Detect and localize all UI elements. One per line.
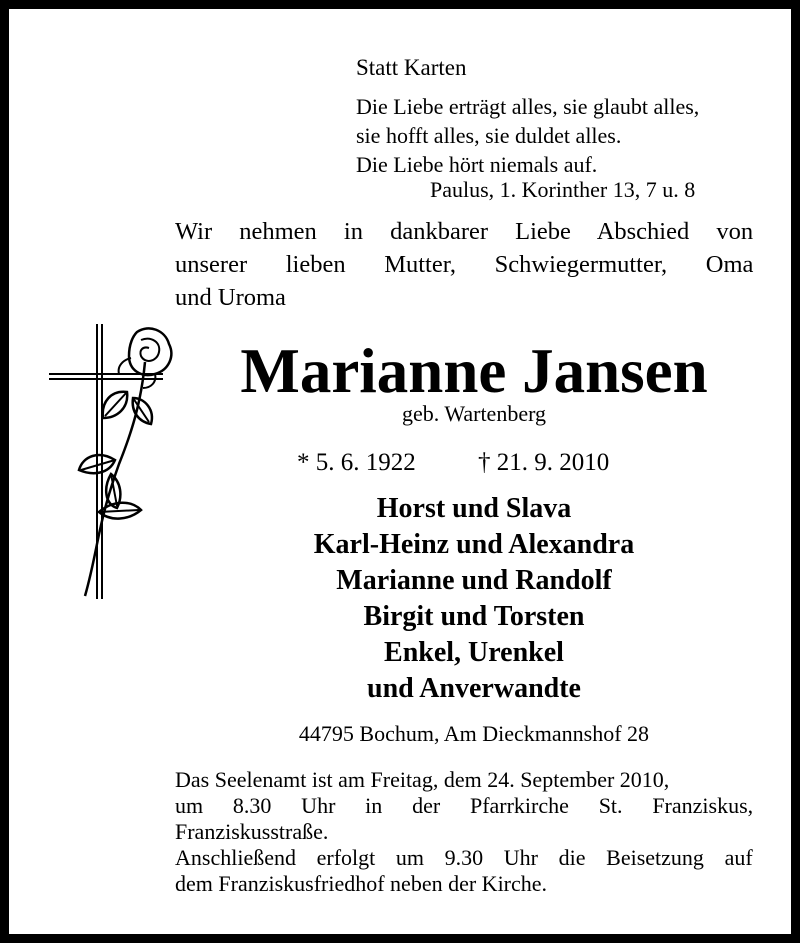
life-dates: [297, 449, 609, 477]
service-line: um 8.30 Uhr in der Pfarrkirche St. Franziskus,: [175, 793, 754, 818]
mourner-line: Marianne und Randolf: [336, 565, 612, 596]
death-date: † 21. 9. 2010: [478, 449, 610, 476]
bible-quote: [356, 92, 699, 179]
mourner-line: Enkel, Urenkel: [384, 637, 564, 668]
intro-line: und Uroma: [175, 284, 286, 311]
mourner-line: Horst und Slava: [376, 493, 572, 524]
birth-date: * 5. 6. 1922: [297, 449, 416, 476]
intro-text: [175, 215, 753, 314]
family-address: 44795 Bochum, Am Dieckmannshof 28: [298, 721, 650, 746]
quote-line: sie hofft alles, sie duldet alles.: [356, 123, 622, 148]
service-line: Das Seelenamt ist am Freitag, dem 24. September 2010,: [175, 767, 670, 792]
mourner-line: Karl-Heinz und Alexandra: [313, 529, 635, 560]
quote-line: Die Liebe hört niemals auf.: [356, 152, 598, 177]
mourner-line: Birgit und Torsten: [363, 601, 585, 632]
intro-line: unserer lieben Mutter, Schwiegermutter, Oma: [175, 251, 754, 278]
service-line: Anschließend erfolgt um 9.30 Uhr die Beisetzung auf: [175, 845, 753, 870]
mourners-list: [177, 491, 771, 707]
statt-karten-label: Statt Karten: [356, 55, 467, 80]
service-information: [175, 767, 753, 897]
service-line: Franziskusstraße.: [175, 819, 329, 844]
service-line: dem Franziskusfriedhof neben der Kirche.: [175, 871, 548, 896]
cross-with-rose-icon: [45, 314, 185, 606]
mourner-line: und Anverwandte: [367, 673, 581, 704]
quote-reference: Paulus, 1. Korinther 13, 7 u. 8: [430, 177, 696, 202]
birth-name: geb. Wartenberg: [401, 401, 547, 426]
quote-line: Die Liebe erträgt alles, sie glaubt alles,: [356, 94, 700, 119]
deceased-name: Marianne Jansen: [240, 336, 708, 406]
intro-line: Wir nehmen in dankbarer Liebe Abschied von: [175, 218, 754, 245]
